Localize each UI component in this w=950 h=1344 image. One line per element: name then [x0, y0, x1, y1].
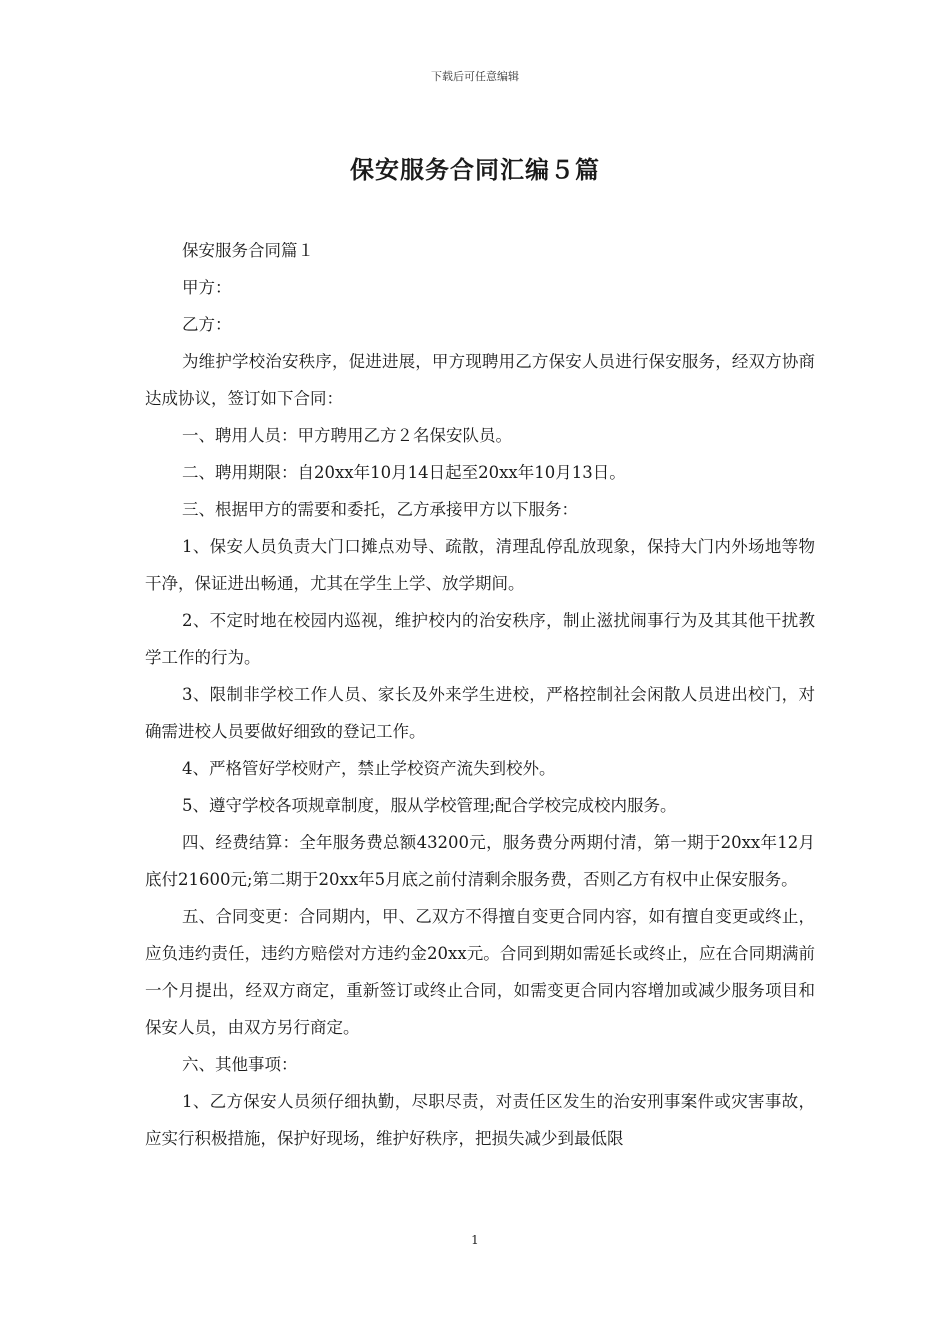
- document-title: 保安服务合同汇编５篇: [350, 156, 600, 184]
- paragraph: 乙方：: [182, 315, 232, 334]
- paragraph: 1、乙方保安人员须仔细执勤，尽职尽责，对责任区发生的治安刑事案件或灾害事故，应实行积极措施，保护好现场，维护好秩序，把损失减少到最低限: [145, 1092, 815, 1148]
- paragraph: 2、不定时地在校园内巡视，维护校内的治安秩序，制止滋扰闹事行为及其其他干扰教学工作的行为。: [145, 611, 815, 667]
- page-number: 1: [471, 1233, 479, 1247]
- paragraph: 保安服务合同篇１: [182, 241, 314, 260]
- paragraph: 5、遵守学校各项规章制度，服从学校管理;配合学校完成校内服务。: [182, 796, 677, 815]
- paragraph: 3、限制非学校工作人员、家长及外来学生进校，严格控制社会闲散人员进出校门，对确需进校人员要做好细致的登记工作。: [145, 685, 815, 741]
- paragraph: 甲方：: [182, 278, 232, 297]
- paragraph: 为维护学校治安秩序，促进进展，甲方现聘用乙方保安人员进行保安服务，经双方协商达成协议，签订如下合同：: [145, 352, 815, 408]
- paragraph: 四、经费结算：全年服务费总额43200元，服务费分两期付清，第一期于20xx年12月底付21600元;第二期于20xx年5月底之前付清剩余服务费，否则乙方有权中止保安服务。: [145, 833, 815, 889]
- header-note: 下载后可任意编辑: [431, 70, 519, 83]
- document-body: [145, 232, 815, 1157]
- paragraph: 4、严格管好学校财产，禁止学校资产流失到校外。: [182, 759, 556, 778]
- paragraph: 二、聘用期限：自20xx年10月14日起至20xx年10月13日。: [182, 463, 626, 482]
- paragraph: 六、其他事项：: [182, 1055, 298, 1074]
- paragraph: 三、根据甲方的需要和委托，乙方承接甲方以下服务：: [182, 500, 578, 519]
- paragraph: 1、保安人员负责大门口摊点劝导、疏散，清理乱停乱放现象，保持大门内外场地等物干净，保证进出畅通，尤其在学生上学、放学期间。: [145, 537, 815, 593]
- paragraph: 五、合同变更：合同期内，甲、乙双方不得擅自变更合同内容，如有擅自变更或终止，应负违约责任，违约方赔偿对方违约金20xx元。合同到期如需延长或终止，应在合同期满前一个月提出，经双方商定，重新签订或终止合同，如需变更合同内容增加或减少服务项目和保安人员，由双方另行商定。: [145, 907, 815, 1037]
- paragraph: 一、聘用人员：甲方聘用乙方２名保安队员。: [182, 426, 512, 445]
